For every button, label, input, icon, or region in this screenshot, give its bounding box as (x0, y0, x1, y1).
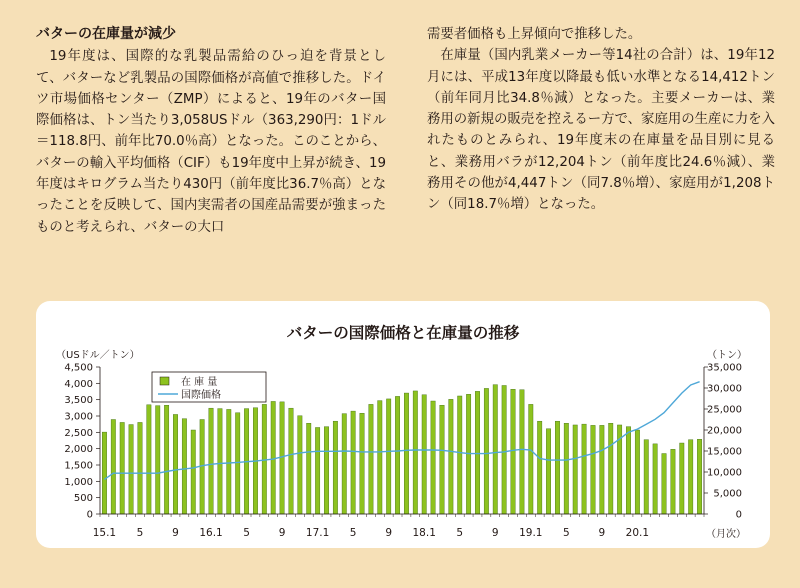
stock-bar (591, 425, 595, 514)
left-axis-tick-label: 3,000 (64, 411, 93, 423)
stock-bar (653, 444, 657, 514)
stock-bar (449, 399, 453, 514)
x-axis-tick-label: 5 (562, 527, 570, 539)
stock-bar (333, 421, 337, 514)
stock-bar (484, 388, 488, 514)
stock-bar (289, 408, 293, 514)
article-heading: バターの在庫量が減少 (36, 26, 176, 42)
left-axis-tick-label: 2,500 (64, 427, 93, 439)
left-axis-tick-label: 1,000 (64, 476, 93, 488)
x-axis-tick-label: 9 (278, 527, 286, 539)
article-paragraph: 在庫量（国内乳業メーカー等14社の合計）は、19年12月には、平成13年度以降最も低い水準となる14,412トン（前年同月比34.8％減）となった。主要メーカーは、業務用の新規の販売を控えるー方で、家庭用の生産に力を入れたものとみられ、19年度末の在庫量を品目別に見ると、業務用バラが12,204トン（前年度比24.6％減）、業務用その他が4,447トン（同7.8％増）、家庭用が1,208トン（同18.7％増）となった。 (427, 48, 775, 213)
stock-bar (635, 430, 639, 514)
left-axis-tick-label: 4,000 (64, 378, 93, 390)
stock-bar (324, 427, 328, 514)
x-axis-tick-label: 20.1 (625, 527, 650, 539)
x-unit-label: （月次） (706, 529, 746, 540)
right-axis-tick-label: 30,000 (707, 383, 742, 395)
right-axis-tick-label: 0 (735, 509, 742, 521)
stock-bar (502, 385, 506, 514)
stock-bar (626, 427, 630, 514)
stock-bar (458, 396, 462, 514)
stock-bar (537, 421, 541, 514)
stock-bar (191, 430, 195, 514)
legend-line-label: 国際価格 (181, 390, 221, 401)
left-axis-label: （USドル／トン） (56, 350, 140, 361)
left-axis-tick-label: 1,500 (64, 460, 93, 472)
stock-bar (680, 443, 684, 514)
x-axis-tick-label: 17.1 (305, 527, 330, 539)
stock-bar (173, 414, 177, 514)
chart-title: バターの国際価格と在庫量の推移 (286, 324, 520, 342)
x-axis-tick-label: 9 (491, 527, 499, 539)
stock-bar (671, 449, 675, 514)
stock-bar (280, 402, 284, 514)
stock-bar (413, 391, 417, 514)
stock-bar (662, 454, 666, 514)
stock-bar (209, 408, 213, 514)
stock-bar (600, 425, 604, 514)
right-axis-tick-label: 5,000 (713, 488, 742, 500)
stock-bar (147, 405, 151, 514)
stock-bar (102, 432, 106, 514)
x-axis-tick-label: 9 (598, 527, 606, 539)
x-axis-tick-label: 19.1 (519, 527, 543, 539)
stock-bar (573, 425, 577, 514)
stock-bar (129, 425, 133, 514)
left-axis-tick-label: 2,000 (64, 444, 93, 456)
article-left-column (36, 24, 386, 238)
legend-bar-swatch (160, 377, 169, 385)
stock-bar (156, 406, 160, 514)
left-axis-tick-label: 0 (86, 509, 93, 521)
stock-bar (182, 419, 186, 514)
stock-bar (360, 413, 364, 514)
stock-bar (555, 421, 559, 514)
article-continuation: 需要者価格も上昇傾向で推移した。 (427, 27, 642, 42)
stock-bar (315, 427, 319, 514)
chart-svg (36, 301, 770, 548)
stock-bar (369, 404, 373, 514)
stock-bar (307, 423, 311, 514)
stock-bar (164, 405, 168, 514)
stock-bar (644, 440, 648, 514)
stock-bar (227, 409, 231, 514)
stock-bar (609, 423, 613, 514)
x-axis-tick-label: 5 (243, 527, 250, 539)
x-axis-tick-label: 9 (385, 527, 393, 539)
right-axis-tick-label: 15,000 (707, 446, 742, 458)
stock-bar (511, 389, 515, 514)
right-axis-tick-label: 25,000 (707, 404, 742, 416)
stock-bar (218, 409, 222, 514)
left-axis-tick-label: 3,500 (64, 395, 93, 407)
chart-panel (36, 301, 770, 548)
stock-bar (120, 422, 124, 514)
stock-bar (493, 385, 497, 514)
stock-bar (404, 393, 408, 514)
left-axis-tick-label: 500 (73, 493, 93, 505)
stock-bar (564, 423, 568, 514)
stock-bar (688, 440, 692, 514)
stock-bar (342, 414, 346, 514)
stock-bar (422, 395, 426, 514)
stock-bar (351, 411, 355, 514)
x-axis-tick-label: 5 (456, 527, 464, 539)
stock-bar (298, 416, 302, 514)
left-axis-tick-label: 4,500 (64, 362, 93, 374)
article-paragraph: 19年度は、国際的な乳製品需給のひっ迫を背景として、バターなど乳製品の国際価格が高値で推移した。ドイツ市場価格センター（ZMP）によると、19年のバター国際価格は、トン当たり3,058USドル（363,290円：1ドル＝118.8円、前年比70.0％高）となった。このことから、バターの輸入平均価格（CIF）も19年度中上昇が続き、19年度はキログラム当たり430円（前年度比36.7％高）となったことを反映して、国内実需者の国産品需要が強まったものと考えられ、バターの大口 (36, 49, 386, 235)
stock-bar (271, 401, 275, 514)
right-axis-tick-label: 20,000 (707, 425, 742, 437)
chart-legend (152, 372, 266, 402)
stock-bar (520, 390, 524, 514)
x-axis-tick-label: 18.1 (412, 527, 436, 539)
stock-bar (440, 405, 444, 514)
stock-bar (235, 413, 239, 514)
right-axis-tick-label: 35,000 (707, 362, 742, 374)
x-axis-tick-label: 5 (349, 527, 357, 539)
stock-bar (431, 401, 435, 514)
stock-bar (262, 404, 266, 514)
stock-bar (529, 404, 533, 514)
right-axis-tick-label: 10,000 (707, 467, 742, 479)
stock-bar (546, 429, 550, 514)
stock-bar (378, 401, 382, 514)
article-right-column (427, 24, 775, 216)
stock-bar (697, 439, 701, 514)
right-axis-label: （トン） (707, 350, 747, 361)
stock-bar (386, 399, 390, 514)
x-axis-tick-label: 9 (172, 527, 179, 539)
x-axis-tick-label: 16.1 (199, 527, 223, 539)
x-axis-tick-label: 5 (136, 527, 144, 539)
legend-bar-label: 在 庫 量 (181, 377, 218, 388)
x-axis-tick-label: 15.1 (92, 527, 117, 539)
stock-bar (582, 424, 586, 514)
stock-bar (111, 420, 115, 515)
stock-bar (475, 391, 479, 514)
stock-bar (395, 396, 399, 514)
stock-bar (138, 422, 142, 514)
